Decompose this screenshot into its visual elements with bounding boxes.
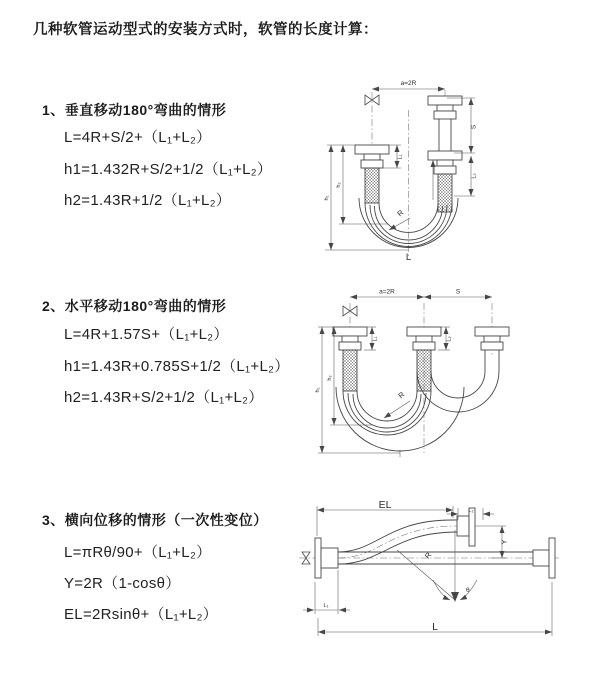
dim-label-l2: L₂ <box>471 173 478 179</box>
page-title: 几种软管运动型式的安装方式时，软管的长度计算： <box>33 22 378 38</box>
formula-h2: h2=1.43R+1/2（L₁+L₂） <box>64 192 232 209</box>
formula-l: L=πRθ/90+（L₁+L₂） <box>64 544 212 561</box>
formula-el: EL=2Rsinθ+（L₁+L₂） <box>64 606 218 623</box>
dim-label-a2r: a=2R <box>379 288 395 296</box>
formula-h1: h1=1.432R+S/2+1/2（L₁+L₂） <box>64 161 273 178</box>
middle-flange <box>407 327 441 350</box>
dim-label-r: R <box>396 389 407 401</box>
dim-label-r: R <box>395 207 406 219</box>
diagram-horizontal-movement-180-bend <box>312 283 544 463</box>
dim-label-l: L <box>432 621 438 633</box>
right-lower-flange <box>533 538 555 578</box>
dim-label-h1: h₁ <box>315 387 321 393</box>
dim-label-h2: h₂ <box>336 182 342 188</box>
dimension-l <box>318 582 552 636</box>
formula-l: L=4R+S/2+（L₁+L₂） <box>64 129 212 146</box>
dim-label-l1: L₁ <box>397 154 404 160</box>
dim-label-s: S <box>470 124 478 130</box>
dim-label-theta: θ <box>466 587 470 594</box>
dim-label-h1: h₁ <box>324 195 330 201</box>
dimension-a2r <box>350 289 424 298</box>
section-1-heading: 1、垂直移动180°弯曲的情形 <box>42 102 227 118</box>
dimension-s <box>424 289 492 298</box>
dim-label-l1: L₁ <box>372 336 379 342</box>
left-flange <box>333 327 367 350</box>
left-flange <box>315 538 338 578</box>
dim-label-l: L <box>405 252 412 263</box>
section-2-heading: 2、水平移动180°弯曲的情形 <box>42 298 227 314</box>
hose-s-curve <box>338 520 457 564</box>
right-flange <box>475 327 509 350</box>
dimension-el <box>317 500 453 536</box>
angle-construction <box>397 530 477 602</box>
left-flange <box>355 145 389 168</box>
radius-leader <box>389 208 410 230</box>
dim-label-l2: L₂ <box>468 508 474 514</box>
dim-label-r: R <box>422 550 434 561</box>
formula-h2: h2=1.43R+S/2+1/2（L₁+L₂） <box>64 389 264 406</box>
diagram-lateral-displacement <box>297 500 597 645</box>
dim-label-l1: L₁ <box>323 603 329 609</box>
right-pipe <box>439 119 451 151</box>
diagram-vertical-movement-180-bend <box>313 72 528 264</box>
dimension-l1 <box>303 570 350 614</box>
formula-l: L=4R+1.57S+（L₁+L₂） <box>64 326 229 343</box>
dim-label-h2: h₂ <box>327 375 333 381</box>
left-hose-braid <box>343 350 357 391</box>
dim-label-el: EL <box>378 500 392 511</box>
left-hose-braid <box>365 168 379 203</box>
dim-label-y: Y <box>499 539 509 545</box>
dimension-l2 <box>454 156 478 196</box>
dim-label-l2: L₂ <box>446 336 453 342</box>
formula-h1: h1=1.43R+0.785S+1/2（L₁+L₂） <box>64 358 290 375</box>
dim-label-a2r: a=2R <box>400 80 417 87</box>
right-hose-braid <box>438 174 452 212</box>
formula-y: Y=2R（1-cosθ） <box>64 575 181 592</box>
dim-label-s: S <box>455 288 461 296</box>
dimension-a2r <box>372 80 445 89</box>
dimension-y <box>475 526 509 558</box>
right-flange-upper <box>428 96 462 119</box>
section-3-heading: 3、横向位移的情形（一次性变位） <box>42 512 268 528</box>
